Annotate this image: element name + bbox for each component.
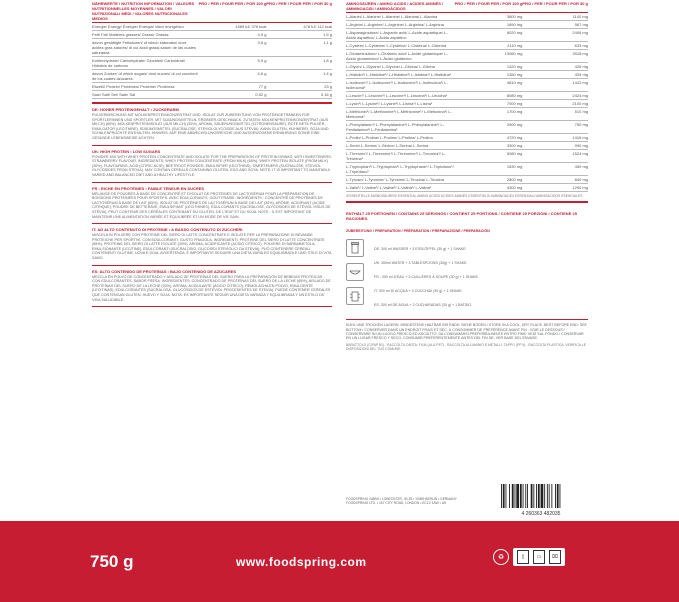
language-body: MÉLANGE DE POUDRES À BASE DE CONCENTRÉ ET D'ISOLAT DE PROTÉINES DE LACTOSÉRUM POUR LA PRÉPARATION DE BOISSONS PROTÉINÉES POUR SPORTIFS. AVEC ÉDULCORANTS. GOÛT FRAISE. INGRÉDIENTS : CONCENTRÉ DE PROTÉINES DE LACTOSÉRUM À BASE DE LAIT (65%), ISOLAT DE PROTÉINES DE LACTOSÉRUM À BASE DE LAIT (30%), ARÔME, ACIDIFIANT (ACIDE CITRIQUE), POUDRE DE BETTERAVE, ÉMULSIFIANT (LÉCITHINES), ÉDULCORANTS (SUCRALOSE, GLYCOSIDES DE STÉVIOL ISSUS DE STÉVIA). PEUT CONTENIR DES CÉRÉALES CONTENANT DU GLUTEN, DE L'ŒUF ET DU SOJA. NOTE : IL EST IMPORTANT DE MAINTENIR UNE ALIMENTATION VARIÉE ET ÉQUILIBRÉE ET UN MODE DE VIE SAIN. bbox=[92, 191, 331, 219]
amino-value-100g: 7000 mg bbox=[455, 100, 523, 108]
amino-value-100g: 3300 mg bbox=[455, 142, 523, 150]
amino-row bbox=[346, 13, 588, 21]
recycling-icons bbox=[493, 548, 565, 566]
amino-row bbox=[346, 150, 588, 163]
language-title: ES: ALTO CONTENIDO DE PROTEÍNAS • BAJO CONTENIDO DE AZÚCARES bbox=[92, 268, 237, 274]
amino-value-30g: 633 mg bbox=[522, 42, 588, 50]
barcode-bar bbox=[516, 484, 519, 508]
amino-value-30g: 405 mg bbox=[522, 71, 588, 79]
amino-label: L-Arginin/ L-Arginine/ L-Arginine/ L-Arginina/ L-Arginina bbox=[346, 21, 455, 29]
amino-value-30g: 1416 mg bbox=[522, 134, 588, 142]
amino-label: L-Glutaminsäure/ L-Glutamic acid/ L-Acide glutamique/ L-Acido glutammico/ L-Ácido glutámico bbox=[346, 50, 455, 63]
nutrition-col2-label: PRO / PER / POUR PER / POR 30 g bbox=[266, 0, 332, 23]
amino-label: L-Asparaginsäure/ L-Aspartic acid/ L-Acide aspartique/ L-Acido aspartico/ L-Ácido aspártico bbox=[346, 29, 455, 42]
nutrition-header-label: NÄHRWERTE / NUTRITION INFORMATION / VALEURS NUTRITIONNELLES MOYENNES / VALORI NUTRIZIONALI MEDI / VALORES NUTRICIONALES MEDIOS bbox=[92, 0, 199, 23]
language-section bbox=[92, 227, 332, 261]
recycling-panel bbox=[513, 548, 565, 566]
amino-row bbox=[346, 142, 588, 150]
barcode-bar bbox=[506, 484, 507, 508]
amino-row bbox=[346, 176, 588, 184]
language-body: PULVERMISCHUNG MIT MOLKENPROTEINKONZENTRAT UND -ISOLAT ZUR ZUBEREITUNG VON PROTEINGETRÄNKEN FÜR SPORTLERINNEN UND SPORTLER. MIT SÜßUNGSMITTELN. ERDBEER-GESCHMACK. ZUTATEN: MOLKENPROTEINKONZENTRAT (AUS MILCH) (65%), MOLKENPROTEINISOLAT (AUS MILCH) (30%), AROMA, SÄUERUNGSMITTEL (CITRONENSÄURE), ROTE BETE PULVER, EMULGATOR (LECITHINE), SÜßUNGSMITTEL (SUCRALOSE, STEVIOLGLYCOSIDE AUS STEVIA). KANN GLUTEN, HÜHNEREI, SOJA UND SCHALENFRÜCHTE ENTHALTEN. HINWEIS: AUF EINE ABWECHSLUNGSREICHE UND AUSGEWOGENE ERNÄHRUNG SOWIE EINE GESUNDE LEBENSWEISE ACHTEN. bbox=[92, 113, 329, 140]
amino-value-100g: 13060 mg bbox=[455, 50, 523, 63]
barcode-bar bbox=[549, 484, 550, 508]
amino-value-100g: 2110 mg bbox=[455, 42, 523, 50]
nutrition-label: Kohlenhydrate/ Carbohydrate/ Glucides/ Carboidrati/ Hidratos de carbono bbox=[92, 57, 199, 70]
amino-label: L-Alanin/ L-Alanine/ L-Alanine/ L-Alanina/ L-Alanina bbox=[346, 13, 455, 21]
nutrition-value-30g: 476 kJ/ 112 kcal bbox=[266, 23, 332, 31]
section-divider bbox=[92, 306, 332, 307]
amino-row bbox=[346, 71, 588, 79]
amino-row bbox=[346, 63, 588, 71]
nutrition-row bbox=[92, 83, 332, 91]
nutrition-value-100g: 4,9 g bbox=[199, 31, 267, 39]
barcode-bar bbox=[538, 484, 540, 508]
website-url[interactable]: www.foodspring.com bbox=[236, 555, 367, 569]
nutrition-value-100g: 3,6 g bbox=[199, 39, 267, 57]
nutrition-value-30g: 1,5 g bbox=[266, 31, 332, 39]
barcode-bar bbox=[512, 484, 514, 508]
barcode-bar bbox=[520, 484, 522, 508]
preparation-title: ZUBEREITUNG / PREPARATION / PRÉPARATION / PREPARAZIONE / PREPARACIÓN bbox=[346, 229, 490, 234]
language-body: MISCELA IN POLVERE CON PROTEINE DEL SIERO DI LATTE CONCENTRATE E ISOLATE PER LA PREPARAZIONE DI BEVANDE PROTEICHE PER SPORTIVI. CON EDULCORANTI. GUSTO FRAGOLA. INGREDIENTI: PROTEINE DEL SIERO DI LATTE CONCENTRATE (65%), PROTEINE DEL SIERO DI LATTE ISOLATE (30%), AROMA, ACIDIFICANTE (ACIDO CITRICO), POLVERE DI BARBABIETOLA, EMULSIONANTE (LECITINE), EDULCORANTI (SUCRALOSIO, GLICOSIDI STEVIOLICI DA STEVIA). PUÒ CONTENERE CEREALI CONTENENTI GLUTINE, UOVA E SOIA. AVVERTENZA: È IMPORTANTE SEGUIRE UNA DIETA VARIA ED EQUILIBRATA E UNO STILE DI VITA SANO. bbox=[92, 233, 332, 261]
nutrition-row bbox=[92, 91, 332, 99]
amino-value-100g: 1350 mg bbox=[455, 71, 523, 79]
barcode-bar bbox=[555, 484, 556, 508]
barcode-bar bbox=[523, 484, 524, 508]
amino-header-label: AMINOSÄUREN / AMINO ACIDS / ACIDES AMINÉS / AMMINOACIDI / AMINOÁCIDOS bbox=[346, 0, 455, 13]
amino-label: L-Threonin¹/ L-Threonine¹/ L-Thréonine¹/ L-Treonina¹/ L-Treonina¹ bbox=[346, 150, 455, 163]
amino-rows bbox=[346, 13, 588, 192]
language-title: FR : RICHE EN PROTÉINES • FAIBLE TENEUR EN SUCRES bbox=[92, 185, 205, 191]
amino-value-100g: 1530 mg bbox=[455, 163, 523, 176]
nutrition-value-30g: 1,1 g bbox=[266, 39, 332, 57]
amino-value-100g: 4300 mg bbox=[455, 184, 523, 192]
barcode-bar bbox=[551, 484, 552, 508]
language-title: IT: AD ALTO CONTENUTO DI PROTEINE • A BASSO CONTENUTO DI ZUCCHERI bbox=[92, 227, 243, 233]
amino-value-30g: 990 mg bbox=[522, 142, 588, 150]
amino-value-30g: 426 mg bbox=[522, 63, 588, 71]
amino-value-30g: 2424 mg bbox=[522, 92, 588, 100]
barcode-bar bbox=[503, 484, 505, 508]
barcode-bar bbox=[531, 484, 533, 508]
barcode-bars bbox=[501, 484, 560, 508]
amino-value-100g: 1700 mg bbox=[455, 108, 523, 121]
amino-row bbox=[346, 92, 588, 100]
barcode-bar bbox=[557, 484, 559, 508]
nutrition-rows bbox=[92, 23, 332, 99]
amino-label: L-Cystein/ L-Cysteine/ L-Cystéine/ L-Cisteina/ L-Cisteína bbox=[346, 42, 455, 50]
language-section bbox=[92, 107, 332, 141]
barcode-bar bbox=[501, 484, 502, 508]
preparation-steps bbox=[374, 245, 479, 309]
lid-icon: ▭ bbox=[533, 550, 545, 564]
company-info bbox=[346, 497, 457, 505]
preparation-step: IT: 300 ml DI ACQUA + 3 CUCCHIAI (30 g) + 1 SHAKE. bbox=[374, 289, 463, 294]
nutrition-value-100g: 77 g bbox=[199, 83, 267, 91]
nutrition-label: davon gesättigte Fettsäuren/ of which saturates/ dont acides gras saturés/ di cui acidi grassi saturi/ de las cuales saturadas bbox=[92, 39, 199, 57]
amino-label: L-Methionin¹/ L-Methionine¹/ L-Méthionine¹/ L-Metionina¹/ L-Metionina¹ bbox=[346, 108, 455, 121]
bin-icon: ⌧ bbox=[549, 550, 561, 564]
language-body: MEZCLA EN POLVO DE CONCENTRADO Y AISLADO DE PROTEÍNAS DEL SUERO PARA LA PREPARACIÓN DE BEBIDAS PROTEICAS. CON EDULCORANTES. SABOR FRESA. INGREDIENTES: CONCENTRADO DE PROTEÍNAS DEL SUERO DE LA LECHE (65%), AISLADO DE PROTEÍNAS DEL SUERO DE LA LECHE (30%), AROMA, ACIDULANTE (ÁCIDO CÍTRICO), REMOLACHA EN POLVO, EMULGENTE (LECITINAS), EDULCORANTES (SUCRALOSA, GLUCÓSIDOS DE ESTEVIOL PROCEDENTES DE STEVIA). PUEDE CONTENER CEREALES QUE CONTENGAN GLUTEN, HUEVO Y SOJA. NOTA: ES IMPORTANTE SEGUIR UNA DIETA VARIADA Y EQUILIBRADA Y UN ESTILO DE VIDA SALUDABLE. bbox=[92, 274, 331, 302]
nutrition-label: Eiweiß/ Protein/ Protéines/ Proteine/ Proteínas bbox=[92, 83, 199, 91]
amino-label: L-Histidin¹/ L-Histidine¹/ L-Histidine¹/ L-Istidina¹/ L-Histidina¹ bbox=[346, 71, 455, 79]
preparation-step: ES: 300 ml DE AGUA + 3 CUCHARADAS (30 g) + 1 BATIDO. bbox=[374, 303, 473, 308]
amino-row bbox=[346, 184, 588, 192]
preparation-icons bbox=[346, 239, 364, 309]
amino-value-100g: 8080 mg bbox=[455, 92, 523, 100]
barcode-bar bbox=[515, 484, 516, 508]
amino-row bbox=[346, 79, 588, 92]
amino-footnote: ¹ESSENTIELLE AMINOSÄUREN/ ESSENTIAL AMINO ACIDS/ ACIDES AMINÉS ESSENTIELS/ AMMINOACIDI ESSENZIALI/ AMINOÁCIDOS ESENCIALES bbox=[346, 194, 583, 198]
amino-value-30g: 3918 mg bbox=[522, 50, 588, 63]
amino-row bbox=[346, 108, 588, 121]
red-divider-right bbox=[346, 201, 588, 203]
container-icon: ▯ bbox=[517, 550, 529, 564]
amino-row bbox=[346, 50, 588, 63]
section-divider bbox=[92, 145, 332, 146]
language-title: DE: HOHER PROTEINGEHALT • ZUCKERARM bbox=[92, 107, 179, 112]
nutrition-row bbox=[92, 70, 332, 83]
amino-label: L-Serin/ L-Serine/ L-Sérine/ L-Serina/ L-Serina bbox=[346, 142, 455, 150]
nutrition-value-100g: 4,6 g bbox=[199, 70, 267, 83]
amino-row bbox=[346, 42, 588, 50]
nutrition-row bbox=[92, 57, 332, 70]
amino-col1-label: PRO / PER / POUR PER / POR 100 g bbox=[455, 0, 523, 13]
nutrition-col1-label: PRO / PER / POUR PER / POR 100 g bbox=[199, 0, 267, 23]
right-column bbox=[346, 0, 588, 353]
amino-value-30g: 2100 mg bbox=[522, 100, 588, 108]
nutrition-row bbox=[92, 31, 332, 39]
language-body: POWDER MIX WITH WHEY PROTEIN CONCENTRATE AND ISOLATE FOR THE PREPARATION OF PROTEIN DRINKS. WITH SWEETENERS. STRAWBERRY FLAVOUR. INGREDIENTS: WHEY PROTEIN CONCENTRATE (FROM MILK) (65%), WHEY PROTEIN ISOLATE (FROM MILK) (30%), FLAVOURING, ACID (CITRIC ACID), BEETROOT POWDER, EMULSIFIER (LECITHINS), SWEETENERS (SUCRALOSE, STEVIOL GLYCOSIDES FROM STEVIA). MAY CONTAIN CEREALS CONTAINING GLUTEN, EGG AND SOYA. NOTE: IT IS IMPORTANT TO MAINTAIN A VARIED AND BALANCED DIET AND A HEALTHY LIFESTYLE. bbox=[92, 154, 332, 177]
nutrition-value-100g: 0,52 g bbox=[199, 91, 267, 99]
red-divider bbox=[92, 102, 332, 104]
nutrition-header-row bbox=[92, 0, 332, 23]
nutrition-row bbox=[92, 39, 332, 57]
barcode-bar bbox=[547, 484, 548, 508]
amino-label: L-Glycin/ L-Glycine/ L-Glycine/ L-Glicina/ L-Glicina bbox=[346, 63, 455, 71]
amino-value-100g: 3800 mg bbox=[455, 13, 523, 21]
amino-header-row bbox=[346, 0, 588, 13]
amino-value-30g: 459 mg bbox=[522, 163, 588, 176]
recycle-icon: ♻ bbox=[493, 549, 509, 565]
nutrition-value-100g: 5,9 g bbox=[199, 57, 267, 70]
nutrition-value-30g: 1,4 g bbox=[266, 70, 332, 83]
nutrition-value-30g: 0,16 g bbox=[266, 91, 332, 99]
amino-value-30g: 2406 mg bbox=[522, 29, 588, 42]
barcode-bar bbox=[527, 484, 528, 508]
amino-row bbox=[346, 21, 588, 29]
amino-value-100g: 1890 mg bbox=[455, 21, 523, 29]
barcode-bar bbox=[533, 484, 534, 508]
amino-col2-label: PRO / PER / POUR PER / POR 30 g bbox=[522, 0, 588, 13]
language-section bbox=[92, 269, 332, 303]
language-section bbox=[92, 149, 332, 178]
nutrition-table bbox=[92, 0, 332, 99]
servings-text: ENTHÄLT 25 PORTIONEN / CONTAINS 25 SERVINGS / CONTIENT 25 PORTIONS / CONTIENE 25 PORZIONI / CONTIENE 25 RACIONES. bbox=[346, 211, 577, 222]
amino-label: L-Isoleucin¹/ L-Isoleucine¹/ L-Isoleucine¹/ L-Isoleucina¹/ L-Isoleucina¹ bbox=[346, 79, 455, 92]
nutrition-value-100g: 1589 kJ/ 376 kcal bbox=[199, 23, 267, 31]
amino-value-100g: 2800 mg bbox=[455, 176, 523, 184]
nutrition-value-30g: 23 g bbox=[266, 83, 332, 91]
barcode-number: 4 260363 482035 bbox=[521, 511, 561, 516]
nutrition-value-30g: 1,8 g bbox=[266, 57, 332, 70]
barcode bbox=[495, 482, 587, 516]
amino-value-100g: 2500 mg bbox=[455, 121, 523, 134]
preparation-step: UK: 300ml WATER + 3 TABLESPOONS (30g) + 1 SHAKE. bbox=[374, 261, 468, 266]
language-blocks bbox=[92, 107, 332, 307]
amino-row bbox=[346, 163, 588, 176]
amino-label: L-Phenylalanin¹/ L-Phenylalanine¹/ L-Phénylalanine¹/ L-Fenilalanina¹/ L-Fenilalanina¹ bbox=[346, 121, 455, 134]
amino-value-100g: 1420 mg bbox=[455, 63, 523, 71]
net-weight: 750 g bbox=[90, 552, 134, 571]
nutrition-label: davon Zucker/ of which sugars/ dont sucres/ di cui zuccheri/ de los cuales azúcares bbox=[92, 71, 198, 81]
amino-value-100g: 8020 mg bbox=[455, 29, 523, 42]
amino-label: L-Leucin¹/ L-Leucine¹/ L-Leucine¹/ L-Leucina¹/ L-Leucina¹ bbox=[346, 92, 455, 100]
amino-value-100g: 4720 mg bbox=[455, 134, 523, 142]
nutrition-row bbox=[92, 23, 332, 31]
section-divider bbox=[92, 265, 332, 266]
preparation-step: FR : 300 ml D'EAU + 3 CUILLÈRES À SOUPE (30 g) + 1 SHAKE. bbox=[374, 275, 479, 280]
shaker-icon bbox=[346, 239, 364, 257]
barcode-bar bbox=[525, 484, 526, 508]
amino-value-30g: 1524 mg bbox=[522, 150, 588, 163]
amino-value-30g: 1290 mg bbox=[522, 184, 588, 192]
preparation-step: DE: 300 ml WASSER + 3 ESSLÖFFEL (30 g) + 1 SHAKE. bbox=[374, 247, 467, 252]
amino-row bbox=[346, 29, 588, 42]
nutrition-label: Fett/ Fat/ Matières grasses/ Grassi/ Grasas bbox=[92, 31, 199, 39]
nutrition-label: Energie/ Energy/ Énergie/ Energia/ Valor energético bbox=[92, 23, 199, 31]
preparation-section bbox=[346, 239, 588, 309]
amino-table bbox=[346, 0, 588, 192]
barcode-bar bbox=[560, 484, 561, 508]
left-column bbox=[92, 0, 332, 310]
barcode-bar bbox=[509, 484, 510, 508]
recycling-note: BARATTOLO (C/PAP 81) - RACCOLTA CARTA; FILM (ALU-PET) - RACCOLTA ALLUMINIO E METALLI; TAPPO (PP 5) - RACCOLTA PLASTICA. VERIFICA LE DISPOSIZIONI DEL TUO COMUNE. bbox=[346, 342, 586, 352]
amino-row bbox=[346, 134, 588, 142]
amino-label: L-Prolin/ L-Proline/ L-Proline/ L-Prolina/ L-Prolina bbox=[346, 134, 455, 142]
amino-row bbox=[346, 121, 588, 134]
barcode-bar bbox=[544, 484, 545, 508]
amino-value-30g: 567 mg bbox=[522, 21, 588, 29]
amino-value-30g: 750 mg bbox=[522, 121, 588, 134]
storage-text: KÜHL UND TROCKEN LAGERN. MINDESTENS HALTBAR BIS ENDE: SIEHE BODEN./ STORE IN A COOL, DRY PLACE. BEST BEFORE END: SEE BOTTOM./ CONSERVER DANS UN ENDROIT FRAIS ET SEC. À CONSOMMER DE PRÉFÉRENCE AVANT FIN : VOIR LE DESSOUS./ CONSERVARE IN UN LUOGO FRESCO ED ASCIUTTO. DA CONSUMARSI PREFERIBILMENTE ENTRO FINE: VEDI SUL FONDO./ CONSERVAR EN UN LUGAR FRESCO Y SECO. CONSUMIR PREFERENTEMENTE ANTES DEL FIN DE: VER BASE DEL ENVASE. bbox=[346, 319, 588, 341]
section-divider bbox=[92, 182, 332, 183]
nutrition-label: Salz/ Salt/ Sel/ Sale/ Sal bbox=[92, 91, 199, 99]
amino-value-100g: 5080 mg bbox=[455, 150, 523, 163]
company-line: FOODSPRING GMBH • LOBECKSTR. 30-35 • 10969 BERLIN • GERMANY bbox=[346, 497, 457, 501]
amino-value-100g: 4810 mg bbox=[455, 79, 523, 92]
amino-label: L-Tyrosin/ L-Tyrosine/ L-Tyrosine/ L-Tirosina/ L-Tirosina bbox=[346, 176, 455, 184]
scoop-icon bbox=[346, 263, 364, 281]
amino-label: L-Lysin¹/ L-Lysine¹/ L-Lysine¹/ L-Lisina¹/ L-Lisina¹ bbox=[346, 100, 455, 108]
language-title: UK: HIGH PROTEIN • LOW SUGARS bbox=[92, 148, 161, 154]
language-section bbox=[92, 186, 332, 220]
amino-value-30g: 1443 mg bbox=[522, 79, 588, 92]
amino-label: L-Valin¹/ L-Valine¹/ L-Valine¹/ L-Valina¹/ L-Valina¹ bbox=[346, 184, 455, 192]
barcode-bar bbox=[536, 484, 537, 508]
section-divider bbox=[92, 223, 332, 224]
shake-icon bbox=[346, 287, 364, 305]
amino-value-30g: 1140 mg bbox=[522, 13, 588, 21]
barcode-bar bbox=[541, 484, 544, 508]
company-line: FOODSPRING LTD. • 167 CITY ROAD, LONDON • EC1V 1AW • UK bbox=[346, 501, 447, 506]
amino-value-30g: 840 mg bbox=[522, 176, 588, 184]
amino-value-30g: 510 mg bbox=[522, 108, 588, 121]
amino-row bbox=[346, 100, 588, 108]
amino-label: L-Tryptophan¹/ L-Tryptophan¹/ L-Tryptophane¹/ L-Triptofano¹/ L-Triptófano¹ bbox=[346, 164, 454, 174]
